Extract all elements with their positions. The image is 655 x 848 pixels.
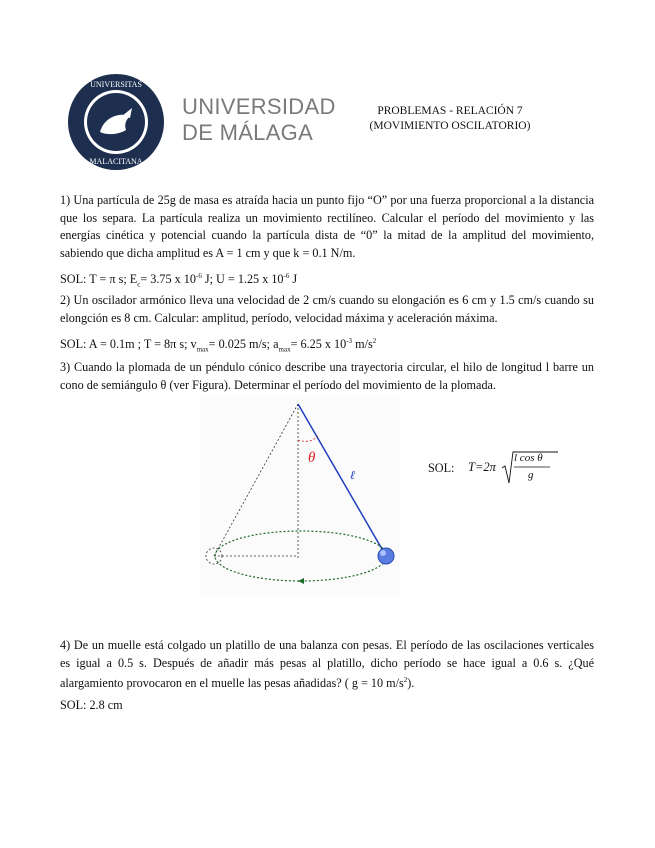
formula-denominator: g	[528, 469, 534, 481]
length-label: ℓ	[350, 468, 355, 482]
problem-4-solution: SOL: 2.8 cm	[60, 698, 123, 712]
university-seal	[66, 72, 166, 172]
university-name-line2: DE MÁLAGA	[182, 120, 314, 145]
page-title	[360, 104, 540, 134]
problem-3-solution-label: SOL:	[428, 461, 455, 475]
problem-3-text: 3) Cuando la plomada de un péndulo cónico describe una trayectoria circular, el hilo de longitud l barre un cono de semiángulo θ (ver Figura). Determinar el período del movimiento de la plomada.	[60, 360, 594, 392]
university-name-line1: UNIVERSIDAD	[182, 94, 336, 119]
problem-4-text: 4) De un muelle está colgado un platillo de una balanza con pesas. El período de las oscilaciones verticales es igual a 0.5 s. Después de añadir más pesas al platillo, dicho período se hace igual a 0.6 s. ¿Qué alargamiento provocaron en el muelle las pesas añadidas? ( g = 10 $m/s^2$).	[60, 638, 594, 691]
title-line1: PROBLEMAS - RELACIÓN 7	[377, 105, 523, 117]
problem-1-text: 1) Una partícula de 25g de masa es atraída hacia un punto fijo “O” por una fuerza proporcional a la distancia que los separa. La partícula realiza un movimiento rectilíneo. Calcular el período del movimiento y las energías cinética y potencial cuando la partícula dista de “0” la mitad de la amplitud del movimiento, sabiendo que dicha amplitud es A = 1 cm y que k = 0.1 N/m.	[60, 193, 594, 260]
theta-label: θ	[308, 450, 316, 466]
problem-1-solution: SOL: T = π s; $E_c= 3.75$ x $10^{-6}$ J; U = 1.25 x $10^{-6}$ J	[60, 272, 298, 289]
formula-numerator: l cos θ	[514, 452, 543, 464]
formula-lhs: T=2π	[468, 460, 496, 474]
problem-2-solution: SOL: A = 0.1m ; T = 8π s; $v_{max}= 0.025$ m/s; $a_{max}= 6.25$ x $10^{-3}$ $m/s^2$	[60, 337, 377, 354]
problem-3-solution-formula	[468, 450, 558, 486]
square-root-sign	[468, 450, 558, 486]
title-line2: (MOVIMIENTO OSCILATORIO)	[369, 120, 531, 132]
problem-2-text: 2) Un oscilador armónico lleva una velocidad de 2 cm/s cuando su elongación es 6 cm y 1.5 cm/s cuando su elongción es 8 cm. Calcular: amplitud, período, velocidad máxima y aceleración máxima.	[60, 293, 594, 325]
svg-text:UNIVERSITAS: UNIVERSITAS	[90, 80, 142, 89]
conical-pendulum-figure	[200, 396, 400, 596]
svg-text:MALACITANA: MALACITANA	[89, 157, 143, 166]
